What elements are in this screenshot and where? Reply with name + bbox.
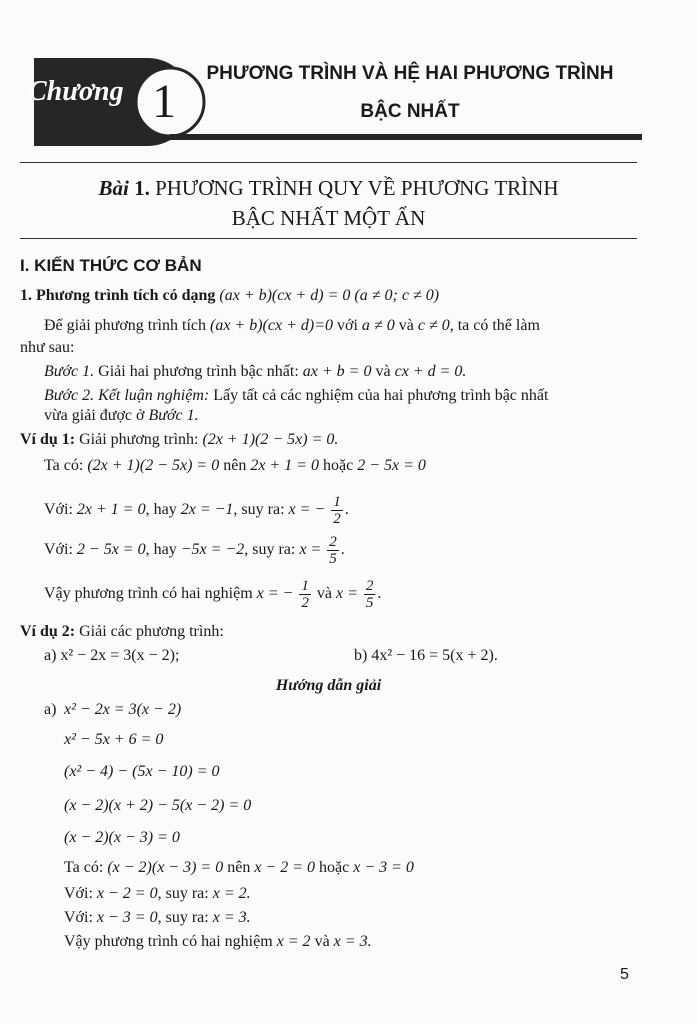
example1-heading bbox=[20, 430, 338, 450]
ex1-l3-fraction bbox=[327, 534, 339, 567]
step1-label: Bước 1. bbox=[44, 363, 95, 380]
ex1-l2-d: , suy ra: bbox=[233, 501, 285, 518]
item1-para-text-d: , ta có thể làm bbox=[449, 317, 540, 334]
fraction-numerator: 2 bbox=[329, 533, 337, 550]
example2-task: Giải các phương trình: bbox=[79, 623, 224, 640]
item1-para-text-c: và bbox=[398, 317, 414, 334]
ex2-conc-x2: x = 3. bbox=[333, 933, 372, 950]
item1-step1 bbox=[44, 362, 466, 382]
example1-line3: Với: 2 − 5x = 0, hay −5x = −2, suy ra: x = $\frac{2}{5}$ . bbox=[44, 533, 345, 567]
item1-paragraph bbox=[44, 316, 540, 336]
item1-para-text-a: Để giải phương trình tích bbox=[44, 317, 206, 334]
example2-part-a: a) x² − 2x = 3(x − 2); bbox=[44, 647, 180, 664]
ex2-w1-c: x = 2. bbox=[212, 885, 251, 902]
step2-label: Bước 2. Kết luận nghiệm: bbox=[44, 387, 210, 404]
ex2-tc-e: x − 3 = 0 bbox=[353, 859, 414, 876]
ex1-l1-c: 2x + 1 = 0 bbox=[250, 457, 320, 474]
ex2-tc-c: x − 2 = 0 bbox=[254, 859, 316, 876]
solution-case2 bbox=[64, 908, 251, 928]
step2-text: Lấy tất cả các nghiệm của hai phương trình bậc nhất bbox=[213, 387, 549, 404]
solution-a-label: a) bbox=[44, 701, 57, 718]
chapter-title-line2: BẬC NHẤT bbox=[360, 101, 460, 122]
ex1-l1-b: nên bbox=[223, 457, 247, 474]
lesson-prefix: Bài bbox=[98, 176, 129, 200]
ex1-conc-x1: x = − bbox=[256, 585, 294, 602]
example1-label: Ví dụ 1: bbox=[20, 431, 76, 448]
ex1-l3-eq: 2 − 5x = 0 bbox=[76, 541, 146, 558]
step2-line2-ref: Bước 1. bbox=[148, 407, 199, 424]
step1-eq2: cx + d = 0. bbox=[394, 363, 467, 380]
item1-para-cond2: c ≠ 0 bbox=[417, 317, 450, 334]
ex1-l2-fraction bbox=[331, 494, 343, 527]
ex1-l2-x: x = − bbox=[288, 501, 326, 518]
ex1-l2-a: Với: bbox=[44, 501, 73, 518]
ex2-tc-b: nên bbox=[227, 859, 251, 876]
ex2-w1-a: Với: bbox=[64, 885, 93, 902]
item1-heading-formula: (ax + b)(cx + d) = 0 (a ≠ 0; c ≠ 0) bbox=[219, 287, 440, 304]
ex2-tc-eq: (x − 2)(x − 3) = 0 bbox=[107, 859, 224, 876]
example1-line1 bbox=[44, 456, 426, 476]
item1-step2-line2 bbox=[44, 406, 199, 426]
item1-para-text-b: với bbox=[337, 317, 358, 334]
step1-and: và bbox=[375, 363, 391, 380]
item1-para-line2: như sau: bbox=[20, 339, 75, 356]
page-number: 5 bbox=[620, 966, 629, 983]
solution-step: x² − 5x + 6 = 0 bbox=[64, 731, 164, 748]
fraction-numerator: 2 bbox=[365, 577, 374, 594]
lesson-title-line2: BẬC NHẤT MỘT ẨN bbox=[231, 206, 426, 230]
lesson-title-text: PHƯƠNG TRÌNH QUY VỀ PHƯƠNG TRÌNH bbox=[155, 176, 559, 200]
ex2-conc-and: và bbox=[314, 933, 330, 950]
item1-heading-text: 1. Phương trình tích có dạng bbox=[20, 287, 216, 304]
example2-label: Ví dụ 2: bbox=[20, 623, 76, 640]
solution-conclusion bbox=[64, 932, 372, 952]
ex2-w2-b: , suy ra: bbox=[157, 909, 209, 926]
ex1-conc-and: và bbox=[316, 585, 332, 602]
solution-step: (x² − 4) − (5x − 10) = 0 bbox=[64, 763, 220, 780]
ex1-l3-b: , hay bbox=[145, 541, 177, 558]
ex1-l2-c: 2x = −1 bbox=[180, 501, 234, 518]
ex2-tc-d: hoặc bbox=[319, 859, 350, 876]
ex2-conc-x1: x = 2 bbox=[276, 933, 311, 950]
ex1-l3-c: −5x = −2 bbox=[180, 541, 245, 558]
fraction-denominator: 2 bbox=[301, 594, 309, 611]
ex1-conc-text: Vậy phương trình có hai nghiệm bbox=[44, 585, 253, 602]
item1-step2 bbox=[44, 386, 548, 406]
guide-title: Hướng dẫn giải bbox=[275, 677, 382, 694]
example1-conclusion: Vậy phương trình có hai nghiệm x = − $\frac{1}{2}$ và x = $\frac{2}{5}$ . bbox=[44, 577, 382, 611]
item1-para-formula: (ax + b)(cx + d)=0 bbox=[210, 317, 334, 334]
lesson-rule-bottom bbox=[20, 238, 637, 239]
ex1-l1-e: 2 − 5x = 0 bbox=[357, 457, 426, 474]
solution-case1 bbox=[64, 884, 251, 904]
fraction-numerator: 1 bbox=[333, 493, 341, 510]
chapter-title-line1: PHƯƠNG TRÌNH VÀ HỆ HAI PHƯƠNG TRÌNH bbox=[206, 63, 614, 84]
ex2-w2-c: x = 3. bbox=[212, 909, 251, 926]
solution-step: x² − 2x = 3(x − 2) bbox=[64, 701, 182, 718]
ex2-tc-a: Ta có: bbox=[64, 859, 104, 876]
ex2-w1-b: , suy ra: bbox=[157, 885, 209, 902]
ex1-l3-a: Với: bbox=[44, 541, 73, 558]
solution-step: (x − 2)(x + 2) − 5(x − 2) = 0 bbox=[64, 797, 252, 814]
ex1-l1-d: hoặc bbox=[323, 457, 354, 474]
step1-eq1: ax + b = 0 bbox=[302, 363, 372, 380]
fraction-denominator: 2 bbox=[333, 510, 341, 527]
step1-text: Giải hai phương trình bậc nhất: bbox=[98, 363, 299, 380]
ex1-conc-fraction2 bbox=[364, 578, 376, 611]
ex1-conc-x2: x = bbox=[335, 585, 358, 602]
example1-equation: (2x + 1)(2 − 5x) = 0. bbox=[202, 431, 339, 448]
lesson-rule-top bbox=[20, 162, 637, 163]
fraction-numerator: 1 bbox=[301, 577, 309, 594]
ex1-l1-eq: (2x + 1)(2 − 5x) = 0 bbox=[87, 457, 220, 474]
example1-task: Giải phương trình: bbox=[79, 431, 199, 448]
ex1-l2-eq: 2x + 1 = 0 bbox=[76, 501, 146, 518]
chapter-script-label: Chương bbox=[28, 76, 124, 107]
ex1-conc-fraction1 bbox=[299, 578, 311, 611]
chapter-number: 1 bbox=[152, 75, 176, 128]
item1-heading bbox=[20, 286, 439, 306]
item1-para-cond1: a ≠ 0 bbox=[361, 317, 395, 334]
ex2-w1-eq: x − 2 = 0 bbox=[96, 885, 158, 902]
solution-step: (x − 2)(x − 3) = 0 bbox=[64, 829, 180, 846]
ex2-w2-a: Với: bbox=[64, 909, 93, 926]
ex1-l1-a: Ta có: bbox=[44, 457, 84, 474]
ex2-conc-text: Vậy phương trình có hai nghiệm bbox=[64, 933, 273, 950]
ex1-l3-x: x = bbox=[299, 541, 322, 558]
example1-line2: Với: 2x + 1 = 0, hay 2x = −1, suy ra: x = − $\frac{1}{2}$ . bbox=[44, 493, 349, 527]
solution-factor-line bbox=[64, 858, 414, 878]
step2-line2-text: vừa giải được ở bbox=[44, 407, 145, 424]
fraction-denominator: 5 bbox=[329, 550, 337, 567]
lesson-number: 1. bbox=[134, 176, 150, 200]
example2-part-b: b) 4x² − 16 = 5(x + 2). bbox=[354, 647, 498, 664]
example2-heading bbox=[20, 622, 224, 642]
ex1-l3-d: , suy ra: bbox=[244, 541, 296, 558]
ex2-w2-eq: x − 3 = 0 bbox=[96, 909, 158, 926]
section-heading: I. KIẾN THỨC CƠ BẢN bbox=[20, 256, 202, 275]
ex1-l2-b: , hay bbox=[145, 501, 177, 518]
fraction-denominator: 5 bbox=[365, 594, 374, 611]
lesson-title-line1 bbox=[20, 174, 637, 202]
